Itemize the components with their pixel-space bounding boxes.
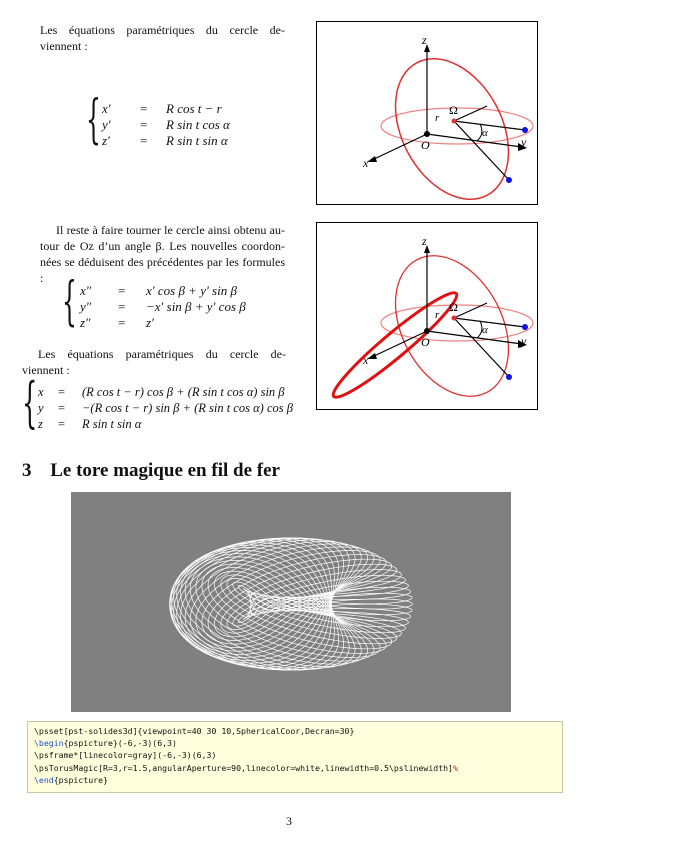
eq1-rhs: R sin t cos α [166,117,230,132]
eq2-lhs: x″ [80,283,92,298]
label-O: O [421,335,430,349]
eq3-lhs: y [38,401,44,415]
section-title: Le tore magique en fil de fer [50,460,280,481]
blue-point [522,127,528,133]
label-r: r [435,309,440,321]
radius-horizontal [454,318,525,327]
label-x: x [363,353,369,367]
eq1-lhs: y′ [102,117,111,132]
eq2-op: = [118,283,126,298]
blue-point [506,374,512,380]
label-omega: Ω [449,103,458,117]
omega-point [452,316,457,321]
label-alpha: α [482,127,488,139]
equation-system-2 [62,272,302,340]
intro-1-line-1: Les équations paramétriques du cercle de- [40,23,285,37]
blue-point [506,177,512,183]
label-x: x [363,156,369,170]
eq2-rhs: x′ cos β + y′ sin β [146,283,237,298]
x-arrow [367,156,377,162]
label-y: y [521,135,527,149]
code-listing [27,721,563,793]
code-text: \psTorusMagic[R=3,r=1.5,angularAperture=90,linecolor=white,linewidth=0.5\pslinewidth] [34,762,453,773]
blue-point [522,324,528,330]
eq1-op: = [140,101,148,116]
code-line-3: \psframe*[linecolor=gray](-6,-3)(6,3) [34,750,217,761]
eq2-op: = [118,315,126,330]
figure-circle-rotated [316,222,538,410]
eq1-lhs: z′ [102,133,110,148]
eq2-lhs: y″ [80,299,92,314]
eq2-rhs: z′ [146,315,154,330]
left-brace: { [22,371,38,434]
radius-horizontal [454,121,525,130]
eq1-rhs: R cos t − r [166,101,222,116]
figure-circle-tilted [316,21,538,205]
eq1-lhs: x′ [102,101,111,116]
equation-system-3 [22,371,312,444]
eq2-rhs: −x′ sin β + y′ cos β [146,299,246,314]
left-brace: { [62,272,77,332]
code-keyword: \end [34,774,54,785]
eq3-rhs: −(R cos t − r) sin β + (R sin t cos α) cos β [82,401,293,415]
tilted-circle [373,236,532,409]
code-line-5 [34,774,562,786]
omega-point [452,119,457,124]
label-y: y [521,334,527,348]
label-z: z [422,234,427,248]
eq1-rhs: R sin t sin α [166,133,228,148]
code-text: {pspicture}(-6,-3)(6,3) [63,738,177,749]
intro-paragraph-3 [22,346,286,378]
code-keyword: \begin [34,738,64,749]
intro-2-line-2: tour de Oz d’un angle β. Les nouvelles coordon- [40,239,285,253]
eq1-op: = [140,133,148,148]
section-number: 3 [22,460,32,481]
eq3-lhs: z [38,417,43,431]
left-brace: { [86,90,101,150]
eq3-op: = [58,385,66,399]
intro-2-line-3: nées se déduisent des précédentes par les formules : [40,255,285,285]
torus-loop [170,538,334,667]
eq3-op: = [58,417,66,431]
eq3-op: = [58,401,66,415]
torus-loop [170,541,334,670]
intro-2-line-1: Il reste à faire tourner le cercle ainsi obtenu au- [56,223,285,237]
code-text: {pspicture} [53,774,108,785]
label-O: O [421,138,430,152]
origin-point [424,131,430,137]
code-line-2 [34,737,562,749]
code-comment: % [453,762,458,773]
page-number: 3 [286,814,292,828]
torus-wireframe [71,492,511,712]
label-alpha: α [482,324,488,336]
eq2-op: = [118,299,126,314]
section-heading [22,460,280,482]
code-line-1: \psset[pst-solides3d]{viewpoint=40 30 10,SphericalCoor,Decran=30} [34,726,355,736]
code-line-4 [34,762,562,774]
intro-paragraph-1 [40,22,285,54]
equation-system-1 [86,90,306,158]
intro-3-line-2: viennent : [22,363,70,377]
eq2-lhs: z″ [80,315,91,330]
intro-3-line-1: Les équations paramétriques du cercle de- [38,347,286,361]
eq3-lhs: x [38,385,44,399]
figure-2-svg [317,223,537,409]
eq1-op: = [140,117,148,132]
eq3-rhs: R sin t sin α [82,417,142,431]
label-z: z [422,33,427,47]
eq3-rhs: (R cos t − r) cos β + (R sin t cos α) sin β [82,385,285,399]
label-omega: Ω [449,300,458,314]
label-r: r [435,112,440,124]
figure-1-svg [317,22,537,204]
torus-figure [71,492,511,712]
intro-1-line-2: viennent : [40,39,88,53]
origin-point [424,328,430,334]
